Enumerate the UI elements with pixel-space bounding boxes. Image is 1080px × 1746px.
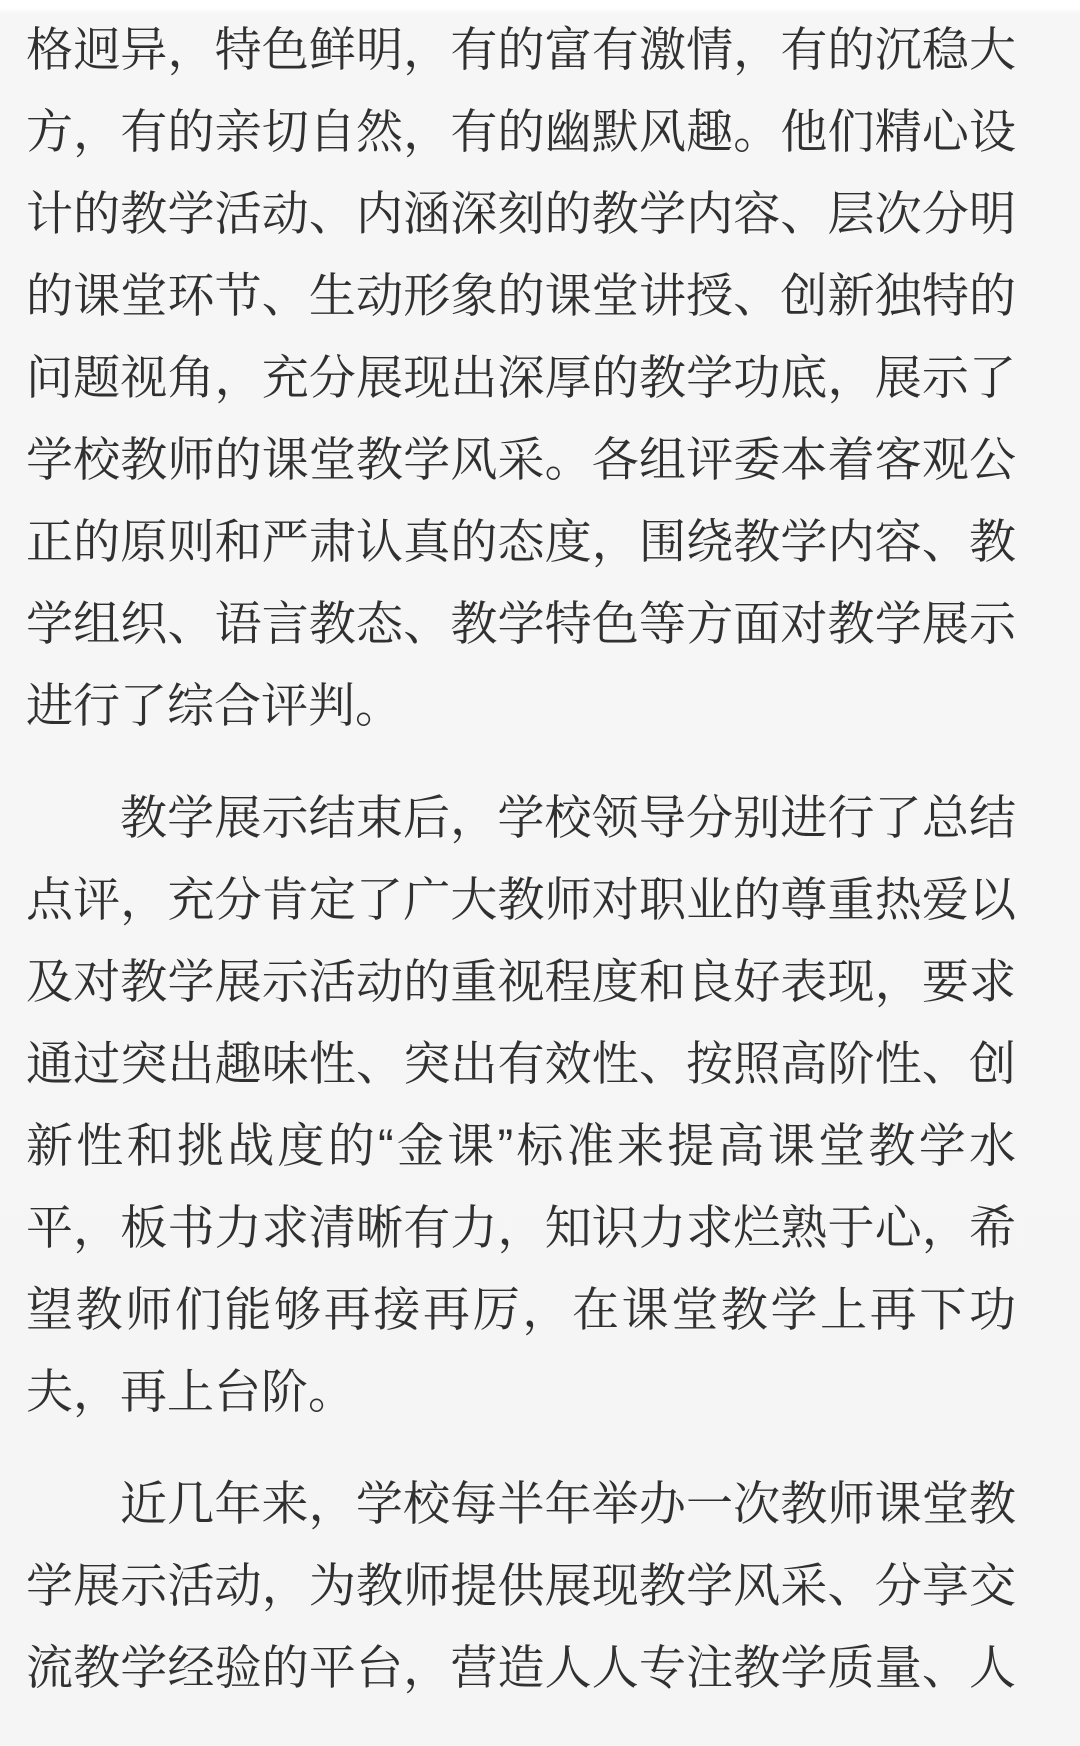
text-line: 教学展示结束后，学校领导分别进行了总结 (120, 791, 1016, 844)
text-line: 问题视角，充分展现出深厚的教学功底，展示了 (26, 351, 1016, 404)
paragraph (26, 9, 1016, 747)
text-line: 学校教师的课堂教学风采。各组评委本着客观公 (26, 433, 1016, 486)
text-line: 学组织、语言教态、教学特色等方面对教学展示 (26, 597, 1016, 650)
text-line: 格迥异，特色鲜明，有的富有激情，有的沉稳大 (26, 23, 1016, 76)
text-line: 新性和挑战度的“金课”标准来提高课堂教学水 (26, 1119, 1016, 1172)
paragraph (26, 1463, 1016, 1709)
text-line: 平，板书力求清晰有力，知识力求烂熟于心，希 (26, 1201, 1016, 1254)
text-line: 及对教学展示活动的重视程度和良好表现，要求 (26, 955, 1016, 1008)
text-line: 学展示活动，为教师提供展现教学风采、分享交 (26, 1559, 1016, 1612)
text-line: 望教师们能够再接再厉，在课堂教学上再下功 (26, 1283, 1016, 1336)
text-line: 正的原则和严肃认真的态度，围绕教学内容、教 (26, 515, 1016, 568)
text-line: 近几年来，学校每半年举办一次教师课堂教 (120, 1477, 1016, 1530)
text-line: 夫，再上台阶。 (26, 1365, 355, 1418)
text-line: 进行了综合评判。 (26, 679, 402, 732)
paragraph (26, 777, 1016, 1433)
text-line: 方，有的亲切自然，有的幽默风趣。他们精心设 (26, 105, 1016, 158)
text-line: 的课堂环节、生动形象的课堂讲授、创新独特的 (26, 269, 1016, 322)
text-line: 流教学经验的平台，营造人人专注教学质量、人 (26, 1641, 1016, 1694)
text-line: 计的教学活动、内涵深刻的教学内容、层次分明 (26, 187, 1016, 240)
text-line: 通过突出趣味性、突出有效性、按照高阶性、创 (26, 1037, 1016, 1090)
text-line: 点评，充分肯定了广大教师对职业的尊重热爱以 (26, 873, 1016, 926)
